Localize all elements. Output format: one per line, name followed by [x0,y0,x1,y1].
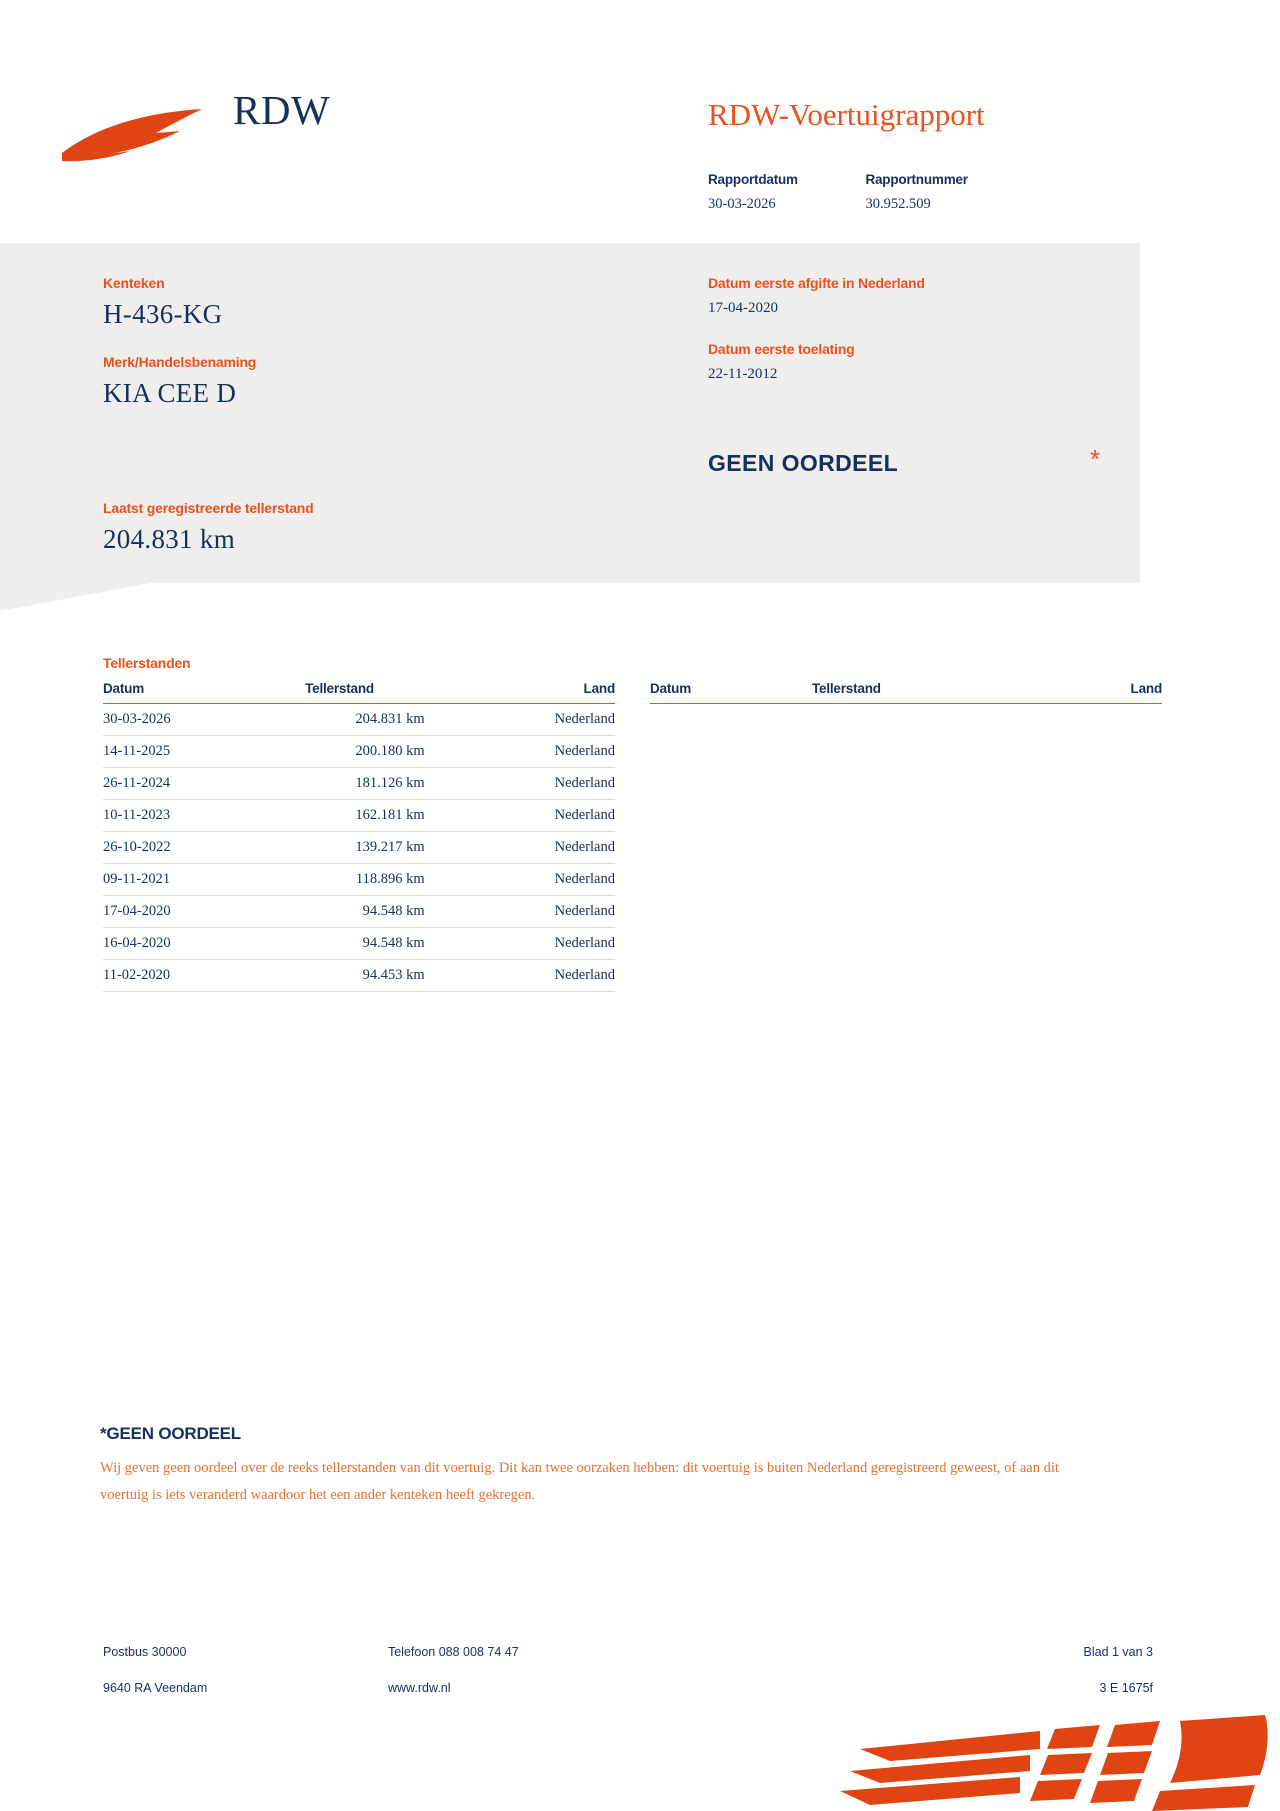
mileage-rows-left [103,704,615,992]
cell-date: 11-02-2020 [103,960,250,992]
first-issue-nl-label: Datum eerste afgifte in Nederland [708,275,925,291]
table-row [103,928,615,960]
panel-right-column [708,275,1158,383]
cell-mileage: 94.548 km [250,896,555,928]
table-row [103,832,615,864]
col-header-mileage: Tellerstand [250,681,555,704]
report-date-block [708,172,861,213]
footer-address-line1: Postbus 30000 [103,1645,187,1659]
first-admission-value: 22-11-2012 [708,366,778,382]
last-mileage-label: Laatst geregistreerde tellerstand [103,500,314,516]
cell-country: Nederland [555,832,615,864]
footer-website[interactable]: www.rdw.nl [388,1681,451,1695]
cell-date: 30-03-2026 [103,704,250,736]
cell-country: Nederland [555,704,615,736]
plate-label: Kenteken [103,275,165,291]
footer-phone: Telefoon 088 008 74 47 [388,1645,519,1659]
last-mileage-block [103,500,313,555]
cell-date: 17-04-2020 [103,896,250,928]
cell-country: Nederland [555,960,615,992]
mileage-table-left [103,681,615,992]
first-admission-label: Datum eerste toelating [708,341,855,357]
report-number-block [865,172,967,213]
col-header-date: Datum [650,681,757,704]
cell-country: Nederland [555,864,615,896]
report-number-label: Rapportnummer [865,172,968,187]
mileage-table-right [650,681,1162,992]
cell-mileage: 94.548 km [250,928,555,960]
table-row [103,736,615,768]
rdw-wordmark: RDW [233,87,331,133]
cell-country: Nederland [555,768,615,800]
table-row [103,800,615,832]
cell-date: 09-11-2021 [103,864,250,896]
cell-mileage: 118.896 km [250,864,555,896]
report-title: RDW-Voertuigrapport [708,97,985,132]
cell-country: Nederland [555,736,615,768]
table-header-row [103,681,615,704]
footnote-title-text: GEEN OORDEEL [106,1424,241,1443]
footer-form-code: 3 E 1675f [1099,1681,1153,1695]
table-row [103,864,615,896]
table-header-row [650,681,1162,704]
mileage-history-section [103,655,1163,992]
mileage-history-title: Tellerstanden [103,655,191,671]
table-row [103,960,615,992]
cell-mileage: 139.217 km [250,832,555,864]
col-header-country: Land [1080,681,1162,704]
footnote-section [100,1424,1130,1509]
rdw-logo-icon [60,95,220,165]
plate-value: H-436-KG [103,299,223,329]
report-date-value: 30-03-2026 [708,196,776,212]
cell-mileage: 204.831 km [250,704,555,736]
footnote-title [100,1424,1130,1444]
col-header-mileage: Tellerstand [757,681,1080,704]
col-header-date: Datum [103,681,250,704]
cell-country: Nederland [555,800,615,832]
table-row [103,704,615,736]
cell-date: 26-10-2022 [103,832,250,864]
cell-mileage: 200.180 km [250,736,555,768]
document-header [0,40,1280,212]
report-meta [708,172,1208,213]
panel-left-column [103,275,603,409]
cell-country: Nederland [555,896,615,928]
last-mileage-value: 204.831 km [103,524,236,554]
table-row [103,768,615,800]
cell-date: 10-11-2023 [103,800,250,832]
brand-label: Merk/Handelsbenaming [103,354,257,370]
cell-date: 16-04-2020 [103,928,250,960]
first-issue-nl-value: 17-04-2020 [708,300,778,316]
cell-country: Nederland [555,928,615,960]
rdw-bottom-graphic-icon [740,1691,1280,1811]
cell-mileage: 162.181 km [250,800,555,832]
judgement-status: GEEN OORDEEL [708,450,899,476]
cell-mileage: 94.453 km [250,960,555,992]
col-header-country: Land [555,681,615,704]
cell-date: 14-11-2025 [103,736,250,768]
cell-date: 26-11-2024 [103,768,250,800]
report-date-label: Rapportdatum [708,172,798,187]
brand-value: KIA CEE D [103,378,237,408]
footnote-star: * [100,1424,107,1443]
table-row [103,896,615,928]
panel-corner-notch [0,583,150,611]
footer-page-info: Blad 1 van 3 [1083,1645,1153,1659]
footnote-body: Wij geven geen oordeel over de reeks tellerstanden van dit voertuig. Dit kan twee oorzaken hebben: dit voertuig is buiten Nederland geregistreerd geweest, of aan dit voertuig is iets veranderd waardoor het een ander kenteken heeft gekregen. [100,1460,1059,1503]
report-number-value: 30.952.509 [865,196,931,212]
cell-mileage: 181.126 km [250,768,555,800]
footer-address-line2: 9640 RA Veendam [103,1681,208,1695]
judgement-footnote-marker: * [1090,444,1101,474]
